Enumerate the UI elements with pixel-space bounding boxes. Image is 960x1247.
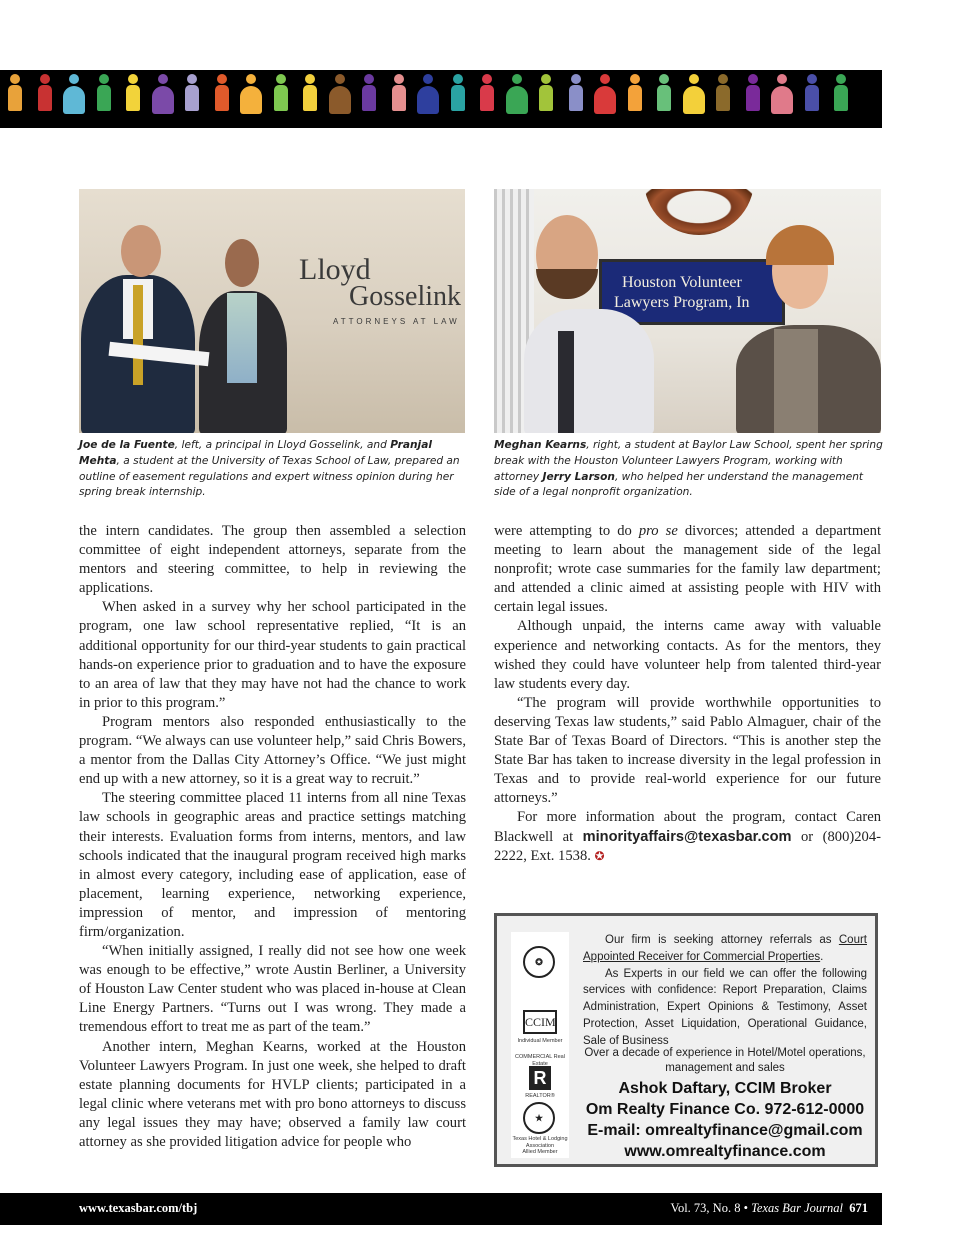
paragraph: Although unpaid, the interns came away with valuable experience and networking contacts. As for the mentors, they wished they could have volunteer help from talented third-year law students every day. xyxy=(494,618,881,692)
figure-body xyxy=(152,86,174,114)
person-man-shirt xyxy=(524,309,654,433)
person-figure-icon xyxy=(6,74,24,122)
sign-line-1: Lloyd xyxy=(299,253,371,286)
figure-head xyxy=(394,74,404,84)
person-figure-icon xyxy=(508,74,526,122)
bullet: • xyxy=(743,1201,748,1215)
figure-body xyxy=(628,85,642,111)
paragraph: the intern candidates. The group then assembled a selection committee of eight independent attorneys, separate from the mentors and steering committee, to help in reviewing the applications. xyxy=(79,523,466,597)
figure-body xyxy=(362,85,376,111)
person-figure-icon xyxy=(832,74,850,122)
ad-website: www.omrealtyfinance.com xyxy=(624,1143,826,1160)
figure-body xyxy=(417,86,439,114)
ad-paragraph: As Experts in our field we can offer the following services with confidence: Report Preparation, Claims Administration, Expert Opinions & Testimony, Asset Protection, Asset Liquidation, Operational Guidance, Sale of Business xyxy=(583,967,867,1047)
person-figure-icon xyxy=(272,74,290,122)
beard xyxy=(536,269,598,299)
hvlp-sign-line-2: Lawyers Program, In xyxy=(614,294,750,311)
caption-text: , a student at the University of Texas School of Law, prepared an outline of easement regulations and expert witness opinion during her spring break internship. xyxy=(79,454,460,499)
caption-name: Joe de la Fuente xyxy=(79,439,175,451)
person-figure-icon xyxy=(183,74,201,122)
lloyd-gosselink-sign xyxy=(291,245,465,335)
person-figure-icon xyxy=(596,74,614,122)
figure-body xyxy=(215,85,229,111)
figure-body xyxy=(63,86,85,114)
figure-head xyxy=(276,74,286,84)
text: . xyxy=(820,950,824,963)
photo-lloyd-gosselink xyxy=(79,189,465,433)
footer-url-link[interactable]: www.texasbar.com/tbj xyxy=(79,1201,198,1215)
figure-head xyxy=(69,74,79,84)
caption-name: Pranjal Mehta xyxy=(79,439,432,467)
company-phone: Om Realty Finance Co. 972-612-0000 xyxy=(585,1101,865,1118)
figure-body xyxy=(274,85,288,111)
realtor-label: REALTOR® xyxy=(525,1093,555,1099)
figure-body xyxy=(746,85,760,111)
figure-body xyxy=(451,85,465,111)
figure-body xyxy=(506,86,528,114)
text: divorces; attended a department meeting to learn about the management side of the legal nonprofit; wrote case summaries for the family law department; and attended a clinic aimed at assisting people with HIV with certain legal issues. xyxy=(494,523,882,616)
ad-experience-text: Over a decade of experience in Hotel/Motel operations, management and sales xyxy=(584,1047,866,1074)
paragraph xyxy=(494,522,881,617)
woman-head xyxy=(225,239,259,287)
ccim-member-label: Individual Member xyxy=(517,1038,563,1044)
text: were attempting to do xyxy=(494,523,639,539)
volume-text: Vol. 73, No. 8 xyxy=(670,1201,741,1215)
person-figure-icon xyxy=(685,74,703,122)
figure-body xyxy=(97,85,111,111)
figure-head xyxy=(453,74,463,84)
contact-email-link[interactable]: minorityaffairs@texasbar.com xyxy=(582,828,792,845)
paragraph: When asked in a survey why her school participated in the program, one law school representative replied, “It is an additional opportunity for our third-year students to gain practical hands-on experience prior to graduation and to have the exposure to an area of law that they may have not had the chance to work in prior to this program.” xyxy=(79,599,466,711)
person-figure-icon xyxy=(242,74,260,122)
figure-head xyxy=(305,74,315,84)
figure-body xyxy=(480,85,494,111)
ad-logo-strip xyxy=(511,932,569,1158)
figure-head xyxy=(512,74,522,84)
tie xyxy=(133,285,143,385)
caption-name: Meghan Kearns xyxy=(494,439,587,451)
caption-name: Jerry Larson xyxy=(542,470,615,483)
wreath xyxy=(644,189,754,235)
figure-head xyxy=(217,74,227,84)
person-figure-icon xyxy=(301,74,319,122)
thla-member-label: Allied Member xyxy=(522,1149,558,1155)
figure-body xyxy=(805,85,819,111)
caption-right-photo xyxy=(494,438,884,501)
figure-body xyxy=(771,86,793,114)
figure-body xyxy=(539,85,553,111)
journal-title: Texas Bar Journal xyxy=(751,1201,843,1215)
man-head xyxy=(121,225,161,277)
text: Our firm is seeking attorney referrals as xyxy=(605,934,839,946)
figure-body xyxy=(716,85,730,111)
page-number: 671 xyxy=(849,1201,868,1215)
article-column-2 xyxy=(494,522,881,866)
paragraph: Another intern, Meghan Kearns, worked at the Houston Volunteer Lawyers Program. In just one week, she helped to draft estate planning documents for HVLP clients; participated in a legal clinic where veterans met with pro bono attorneys to discuss any legal issues they may have; observed a family law court attorney as she provided litigation advice for people who xyxy=(79,1038,466,1150)
figure-body xyxy=(185,85,199,111)
figure-body xyxy=(834,85,848,111)
figure-body xyxy=(8,85,22,111)
article-column-1 xyxy=(79,522,466,1152)
person-figure-icon xyxy=(449,74,467,122)
paragraph: “When initially assigned, I really did not see how one week was enough to be effective,” wrote Austin Berliner, a University of Houston Law Center student who was placed in-house at Clean Line Energy Partners. “Turns out I was wrong. They made a tremendous effort to treat me as part of the team.” xyxy=(79,943,466,1036)
end-mark-icon: ✪ xyxy=(594,848,605,863)
page-footer xyxy=(0,1193,882,1225)
figure-head xyxy=(718,74,728,84)
figure-body xyxy=(569,85,583,111)
figure-head xyxy=(630,74,640,84)
person-figure-icon xyxy=(773,74,791,122)
person-figure-icon xyxy=(655,74,673,122)
figure-body xyxy=(683,86,705,114)
ad-contact-block xyxy=(573,1078,877,1162)
ad-body-text xyxy=(583,932,867,1050)
figure-head xyxy=(246,74,256,84)
underlined-text: Court Appointed Receiver for Commercial Properties xyxy=(583,934,867,963)
thla-label: Texas Hotel & Lodging Association xyxy=(512,1136,568,1149)
paragraph: The steering committee placed 11 interns from all nine Texas law schools in geographic areas and practice settings matching their interests. Evaluation forms from interns, mentors, and law schools indicated that the inaugural program received high marks in almost every category, including ease of application, ease of placement, learning experience, networking experience, impression of mentor, and impression of mentoring firm/organization. xyxy=(79,790,466,940)
person-figure-icon xyxy=(626,74,644,122)
figure-body xyxy=(594,86,616,114)
person-figure-icon xyxy=(36,74,54,122)
person-figure-icon xyxy=(95,74,113,122)
people-banner xyxy=(0,70,882,128)
person-figure-icon xyxy=(567,74,585,122)
italic-text: pro se xyxy=(638,523,678,539)
figure-head xyxy=(10,74,20,84)
figure-head xyxy=(99,74,109,84)
person-figure-icon xyxy=(478,74,496,122)
figure-head xyxy=(187,74,197,84)
realtor-logo: R xyxy=(529,1066,551,1090)
caption-left-photo xyxy=(79,438,467,501)
figure-head xyxy=(600,74,610,84)
caption-text: , right, a student at Baylor Law School, spent her spring break with the Houston Volunteer Lawyers Program, working with attorney xyxy=(494,439,883,483)
figure-body xyxy=(240,86,262,114)
tie xyxy=(558,331,574,433)
person-figure-icon xyxy=(124,74,142,122)
figure-head xyxy=(335,74,345,84)
person-figure-icon xyxy=(419,74,437,122)
top xyxy=(774,329,818,433)
ad-email: E-mail: omrealtyfinance@gmail.com xyxy=(587,1122,863,1139)
figure-head xyxy=(128,74,138,84)
realtor-top-label: COMMERCIAL Real Estate xyxy=(515,1054,565,1067)
ccim-logo: CCIM xyxy=(523,1010,557,1034)
person-figure-icon xyxy=(714,74,732,122)
person-figure-icon xyxy=(213,74,231,122)
paragraph: Program mentors also responded enthusiastically to the program. “We always can use volunteer help,” said Chris Bowers, a mentor from the Dallas City Attorney’s Office. “We just might end up with a new attorney, so it is a great way to recruit.” xyxy=(79,713,466,788)
figure-head xyxy=(748,74,758,84)
figure-body xyxy=(329,86,351,114)
person-figure-icon xyxy=(154,74,172,122)
figure-head xyxy=(836,74,846,84)
person-figure-icon xyxy=(360,74,378,122)
figure-body xyxy=(126,85,140,111)
sign-line-2: Gosselink xyxy=(349,281,461,312)
person-figure-icon xyxy=(331,74,349,122)
photo-hvlp xyxy=(494,189,881,433)
figure-body xyxy=(38,85,52,111)
person-figure-icon xyxy=(65,74,83,122)
advertisement-box xyxy=(494,913,878,1167)
caption-text: , who helped her understand the management side of a legal nonprofit organization. xyxy=(494,470,864,499)
figure-head xyxy=(364,74,374,84)
figure-head xyxy=(777,74,787,84)
figure-head xyxy=(541,74,551,84)
figure-body xyxy=(392,85,406,111)
figure-body xyxy=(303,85,317,111)
person-figure-icon xyxy=(803,74,821,122)
sign-line-3: ATTORNEYS AT LAW xyxy=(333,317,460,326)
figure-head xyxy=(158,74,168,84)
hair xyxy=(766,225,834,265)
paragraph: “The program will provide worthwhile opportunities to deserving Texas law students,” said Pablo Almaguer, chair of the State Bar of Texas Board of Directors. “This is another step the State Bar has taken to increase diversity in the legal profession in Texas and to provide real-world experience for our future attorneys.” xyxy=(494,694,881,807)
figure-head xyxy=(659,74,669,84)
figure-head xyxy=(40,74,50,84)
hvlp-sign-line-1: Houston Volunteer xyxy=(622,274,742,291)
figure-head xyxy=(423,74,433,84)
figure-head xyxy=(689,74,699,84)
paragraph xyxy=(494,808,881,865)
ad-paragraph xyxy=(583,932,867,966)
association-seal-icon: ✪ xyxy=(523,946,555,978)
figure-head xyxy=(482,74,492,84)
text: For more information about the program, contact Caren Blackwell at xyxy=(494,809,881,845)
person-figure-icon xyxy=(390,74,408,122)
figure-body xyxy=(657,85,671,111)
text: or (800)204-2222, Ext. 1538. xyxy=(494,828,881,864)
caption-text: , left, a principal in Lloyd Gosselink, and xyxy=(174,439,391,451)
figure-head xyxy=(571,74,581,84)
figure-head xyxy=(807,74,817,84)
footer-issue-info xyxy=(671,1201,868,1216)
person-figure-icon xyxy=(537,74,555,122)
scarf xyxy=(227,293,257,383)
broker-name: Ashok Daftary, CCIM Broker xyxy=(618,1080,832,1097)
thla-star-icon: ★ xyxy=(523,1102,555,1134)
person-figure-icon xyxy=(744,74,762,122)
